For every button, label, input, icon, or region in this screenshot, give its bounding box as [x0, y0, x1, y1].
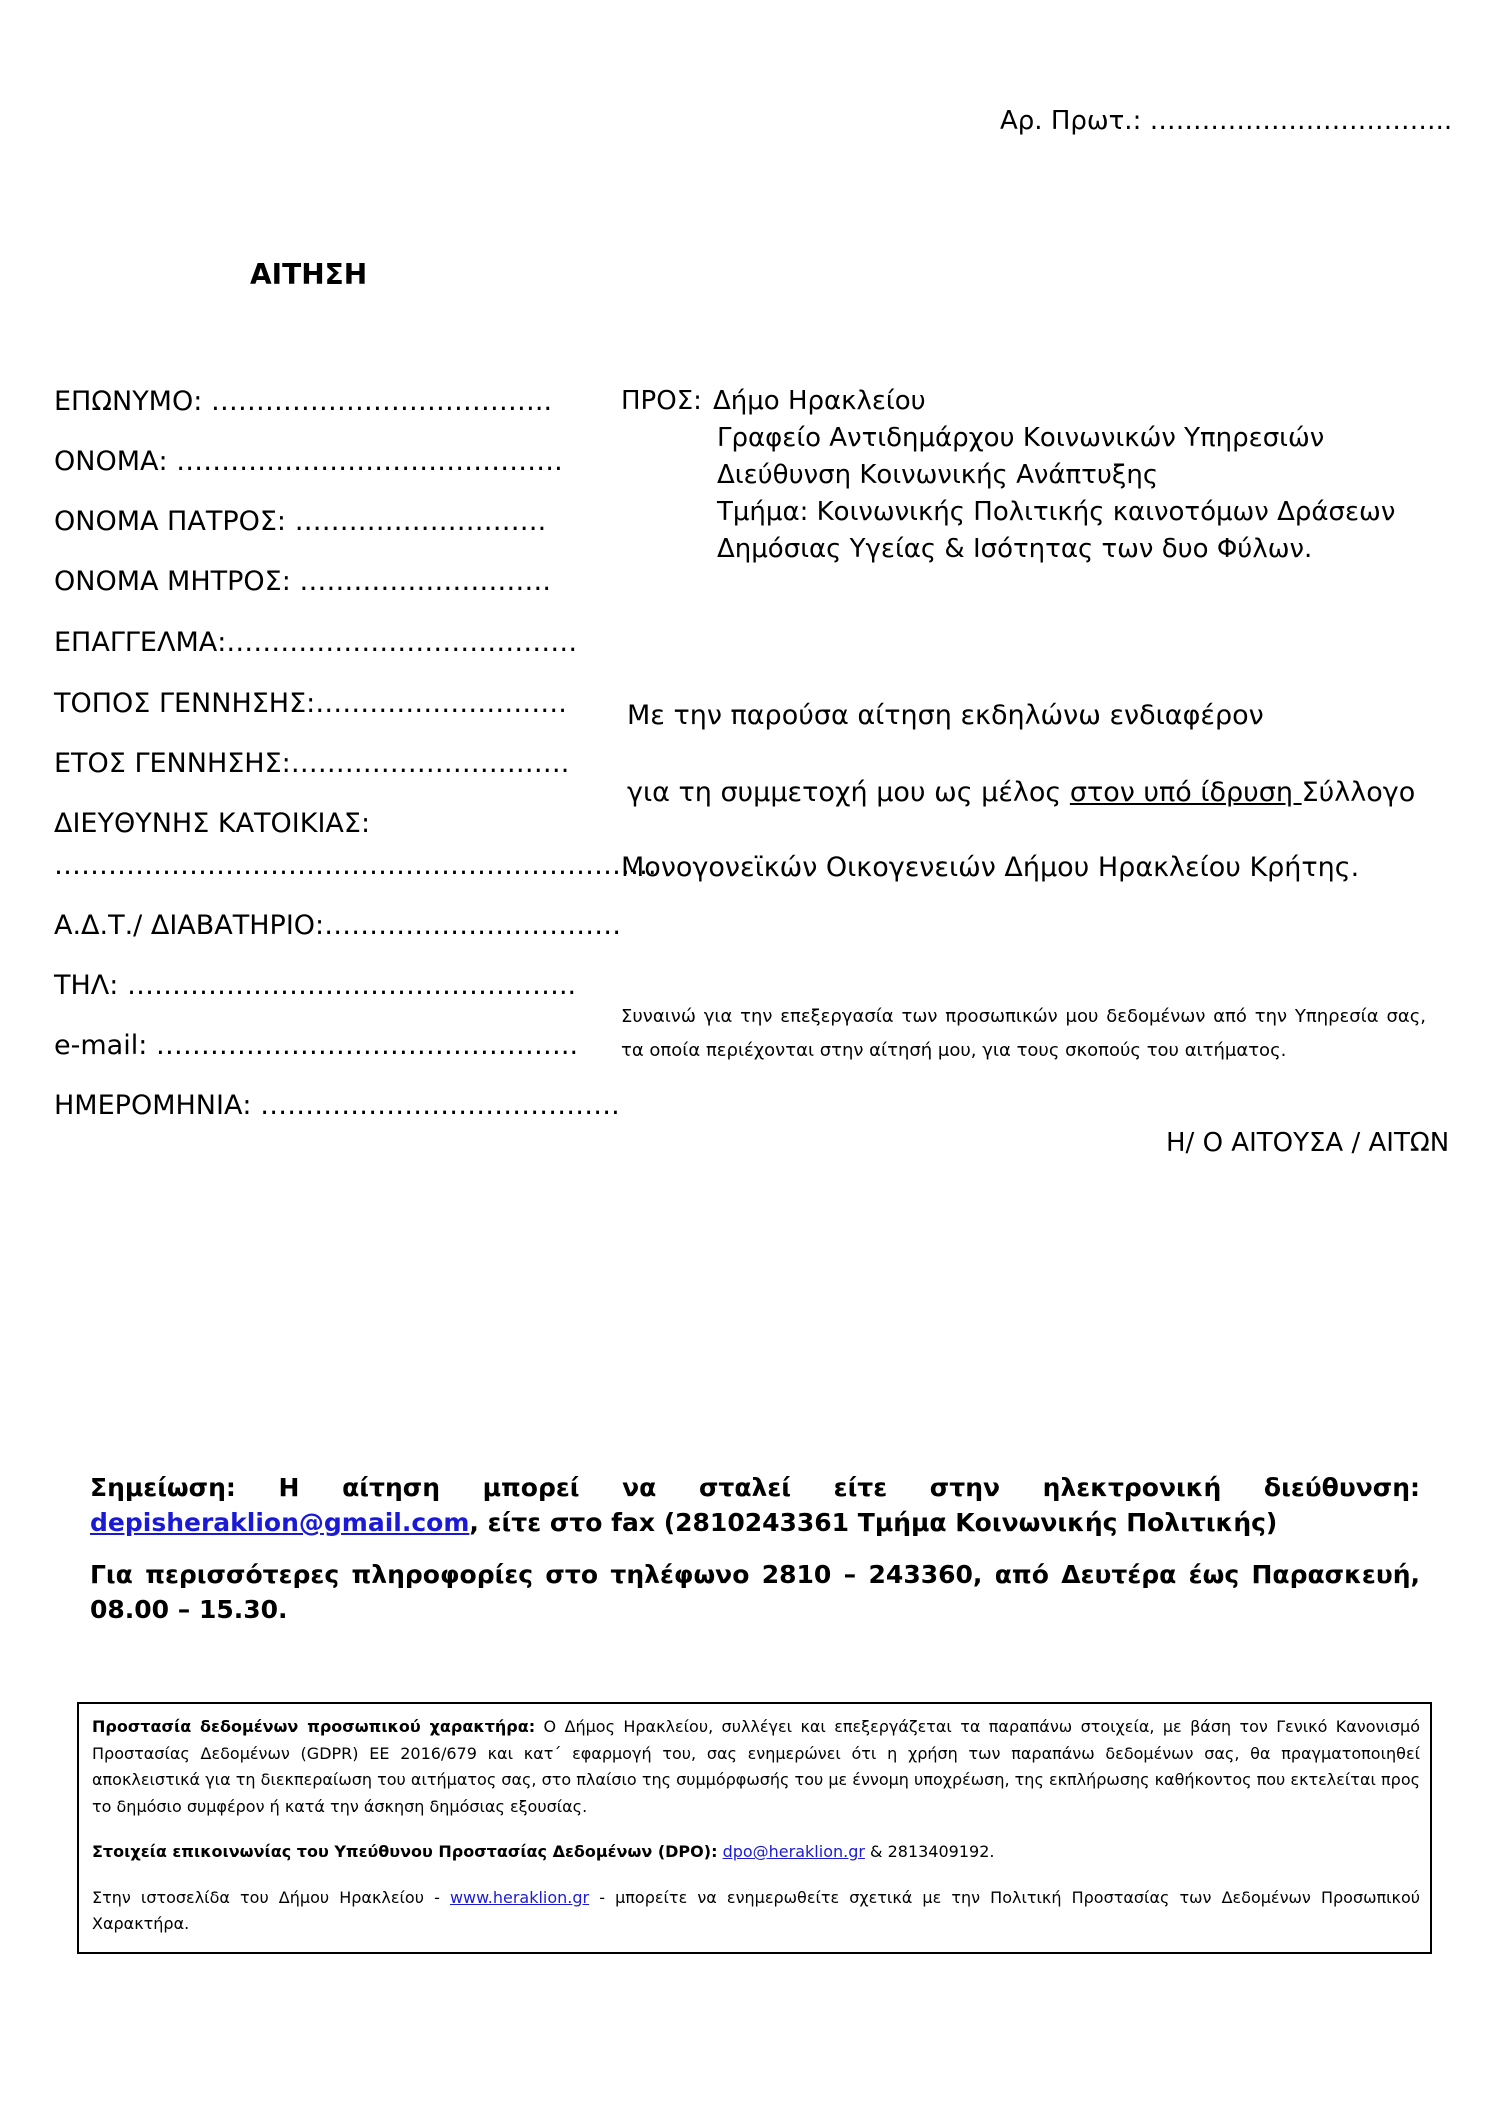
page-title: ΑΙΤΗΣΗ: [250, 258, 368, 291]
statement-line-2-post: Σύλλογο: [1301, 777, 1416, 808]
field-surname[interactable]: ΕΠΩΝΥΜΟ: ………………………………..: [54, 386, 553, 417]
note-part-1: Σημείωση: Η αίτηση μπορεί να σταλεί είτε στην ηλεκτρονική διεύθυνση:: [90, 1473, 1420, 1502]
field-email[interactable]: e-mail: ………………………………………..: [54, 1030, 579, 1061]
protocol-number-label: Αρ. Πρωτ.: ……………………………..: [1000, 106, 1453, 136]
signature-label: Η/ Ο ΑΙΤΟΥΣΑ / ΑΙΤΩΝ: [1166, 1128, 1450, 1158]
statement-line-2-pre: για τη συμμετοχή μου ως μέλος: [627, 777, 1070, 808]
field-address-label: ΔΙΕΥΘΥΝΗΣ ΚΑΤΟΙΚΙΑΣ:: [54, 808, 371, 839]
gdpr-heading: Προστασία δεδομένων προσωπικού χαρακτήρα:: [92, 1717, 536, 1736]
note-email-link[interactable]: depisheraklion@gmail.com: [90, 1508, 470, 1537]
recipient-line: Δήμο Ηρακλείου: [713, 386, 926, 416]
gdpr-dpo-contact: [92, 1839, 1420, 1866]
gdpr-body: Ο Δήμος Ηρακλείου, συλλέγει και επεξεργάζεται τα παραπάνω στοιχεία, με βάση τον Γενικό Κανονισμό Προστασίας Δεδομένων (GDPR) ΕΕ 2016/679 και κατ΄ εφαρμογή του, σας ενημερώνει ότι η χρήση των παραπάνω δεδομένων σας, θα πραγματοποιηθεί αποκλειστικά για τη διεκπεραίωση του αιτήματος σας, στο πλαίσιο της συμμόρφωσής του με έννομη υποχρέωση, της εκπλήρωσης καθήκοντος που εκτελείται προς το δημόσιο συμφέρον ή κατά την άσκηση δημόσιας εξουσίας.: [92, 1717, 1420, 1816]
gdpr-dpo-email-link[interactable]: dpo@heraklion.gr: [722, 1842, 865, 1861]
submission-note: [90, 1470, 1420, 1540]
field-profession[interactable]: ΕΠΑΓΓΕΛΜΑ:…………………………………: [54, 627, 578, 658]
gdpr-website: [92, 1885, 1420, 1938]
field-mother-name[interactable]: ΟΝΟΜΑ ΜΗΤΡΟΣ: ……………………….: [54, 566, 551, 597]
recipient-line: Γραφείο Αντιδημάρχου Κοινωνικών Υπηρεσιών: [717, 423, 1325, 453]
field-birth-year[interactable]: ΕΤΟΣ ΓΕΝΝΗΣΗΣ:………………………….: [54, 748, 570, 779]
statement-line-1: Με την παρούσα αίτηση εκδηλώνω ενδιαφέρον: [627, 700, 1264, 731]
gdpr-dpo-label: Στοιχεία επικοινωνίας του Υπεύθυνου Προστασίας Δεδομένων (DPO):: [92, 1842, 718, 1861]
field-address[interactable]: ………………………………………………………….: [54, 850, 657, 881]
gdpr-box: [77, 1702, 1432, 1954]
gdpr-site-post: - μπορείτε να ενημερωθείτε σχετικά με την Πολιτική Προστασίας των Δεδομένων Προσωπικού Χαρακτήρα.: [92, 1887, 1421, 1933]
field-date[interactable]: ΗΜΕΡΟΜΗΝΙΑ: ………………………………….: [54, 1090, 620, 1121]
recipient-line: Διεύθυνση Κοινωνικής Ανάπτυξης: [717, 460, 1159, 490]
field-name[interactable]: ΟΝΟΜΑ: …………………………………….: [54, 446, 563, 477]
recipient-label: ΠΡΟΣ:: [621, 386, 702, 416]
note-part-2: , είτε στο fax (2810243361 Τμήμα Κοινωνικής Πολιτικής): [469, 1508, 1278, 1537]
gdpr-paragraph: [92, 1714, 1420, 1820]
gdpr-site-pre: Στην ιστοσελίδα του Δήμου Ηρακλείου -: [92, 1887, 450, 1907]
field-birthplace[interactable]: ΤΟΠΟΣ ΓΕΝΝΗΣΗΣ:……………………….: [54, 688, 567, 719]
info-note: Για περισσότερες πληροφορίες στο τηλέφωνο 2810 – 243360, από Δευτέρα έως Παρασκευή, 08.00 – 15.30.: [90, 1560, 1420, 1624]
statement-line-2: [627, 777, 1415, 808]
consent-text: Συναινώ για την επεξεργασία των προσωπικών μου δεδομένων από την Υπηρεσία σας, τα οποία περιέχονται στην αίτησή μου, για τους σκοπούς του αιτήματος.: [621, 1006, 1426, 1061]
field-id-passport[interactable]: Α.Δ.Τ./ ΔΙΑΒΑΤΗΡΙΟ:……………………………: [54, 910, 622, 941]
recipient-line: Τμήμα: Κοινωνικής Πολιτικής καινοτόμων Δράσεων: [717, 497, 1396, 527]
field-father-name[interactable]: ΟΝΟΜΑ ΠΑΤΡΟΣ: ……………………….: [54, 506, 547, 537]
statement-line-3: Μονογονεϊκών Οικογενειών Δήμου Ηρακλείου Κρήτης.: [621, 852, 1360, 883]
field-phone[interactable]: ΤΗΛ: …………………………………………..: [54, 970, 577, 1001]
recipient-line: Δημόσιας Υγείας & Ισότητας των δυο Φύλων.: [717, 534, 1313, 564]
gdpr-dpo-phone: & 2813409192.: [864, 1842, 995, 1861]
statement-line-2-underlined: στον υπό ίδρυση: [1069, 777, 1302, 808]
gdpr-site-link[interactable]: www.heraklion.gr: [449, 1887, 590, 1907]
